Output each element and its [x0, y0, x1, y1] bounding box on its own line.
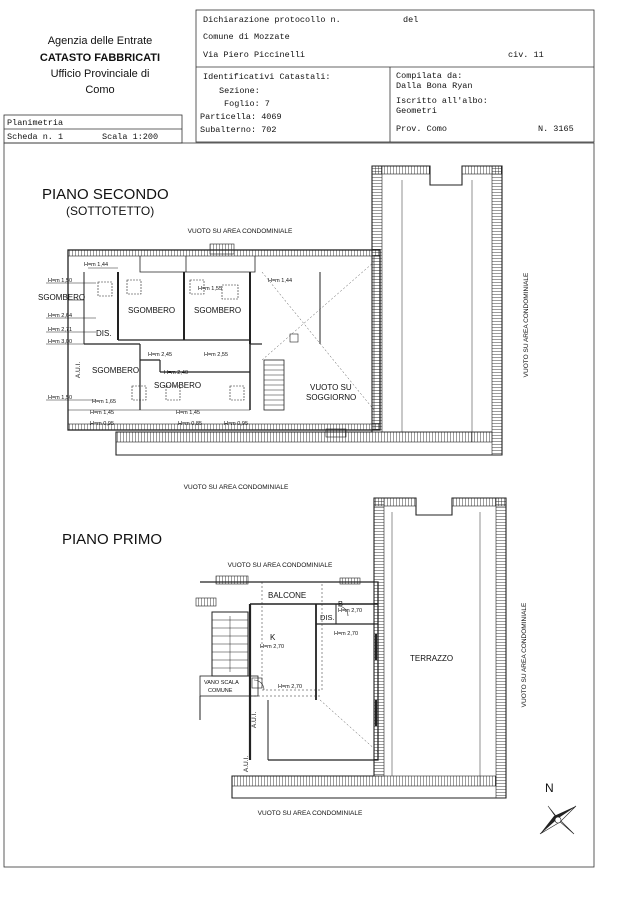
iscritto-label: Iscritto all'albo: — [396, 96, 488, 106]
ps-h095b: H=m 0,95 — [224, 421, 248, 427]
ps-h155: H=m 1,55 — [198, 286, 222, 292]
agency-line-4: Como — [85, 84, 115, 96]
ps-room-sgombero-3: SGOMBERO — [92, 366, 140, 375]
pp-floor-walls — [196, 576, 378, 760]
ps-h085: H=m 0,85 — [178, 421, 202, 427]
foglio: Foglio: 7 — [224, 99, 270, 109]
pp-vuoto-top: VUOTO SU AREA CONDOMINIALE — [227, 562, 333, 569]
ps-room-vuoto-su: VUOTO SU — [310, 383, 352, 392]
dichiarazione-label: Dichiarazione protocollo n. — [203, 15, 341, 25]
ps-room-soggiorno: SOGGIORNO — [306, 393, 357, 402]
iscritto-value: Geometri — [396, 106, 437, 116]
planimetria-title: Planimetria — [7, 118, 64, 128]
del-label: del — [403, 15, 419, 25]
ps-h144a: H=m 1,44 — [84, 262, 108, 268]
north-compass-icon — [540, 781, 576, 834]
comune: Comune di Mozzate — [203, 32, 290, 42]
piano-primo-title: PIANO PRIMO — [62, 531, 163, 548]
ps-room-dis: DIS. — [96, 329, 112, 338]
piano-secondo-subtitle: (SOTTOTETTO) — [66, 204, 155, 218]
particella: Particella: 4069 — [200, 112, 282, 122]
ps-vuoto-bottom: VUOTO SU AREA CONDOMINIALE — [183, 484, 289, 491]
agency-line-3: Ufficio Provinciale di — [50, 68, 150, 80]
ps-h165: H=m 1,65 — [92, 399, 116, 405]
pp-vano-scala-2: COMUNE — [208, 688, 233, 694]
pp-room-b: B — [338, 599, 344, 608]
piano-secondo-title: PIANO SECONDO — [42, 186, 169, 203]
ps-h150a: H=m 1,50 — [48, 278, 72, 284]
ps-room-sgombero-2: SGOMBERO — [194, 306, 242, 315]
pp-vuoto-right: VUOTO SU AREA CONDOMINIALE — [521, 602, 528, 708]
agency-line-2: CATASTO FABBRICATI — [39, 52, 161, 64]
numero-iscrizione: N. 3165 — [538, 124, 574, 134]
subalterno: Subalterno: 702 — [200, 125, 277, 135]
compilata-label: Compilata da: — [396, 71, 463, 81]
header-text — [200, 15, 574, 135]
scheda: Scheda n. 1 — [7, 132, 64, 142]
pp-aui-1: A.U.I. — [251, 711, 258, 729]
ps-room-sgombero-1: SGOMBERO — [128, 306, 176, 315]
pp-room-balcone: BALCONE — [268, 591, 307, 600]
pp-h270d: H=m 2,70 — [278, 684, 302, 690]
ps-h150b: H=m 1,50 — [48, 395, 72, 401]
ps-h144b: H=m 1,44 — [268, 278, 292, 284]
ps-h264: H=m 2,64 — [48, 313, 72, 319]
pp-aui-2: A.U.I. — [243, 755, 250, 773]
pp-room-dis: DIS. — [320, 613, 335, 622]
ps-h245: H=m 2,45 — [148, 352, 172, 358]
pp-height-labels — [260, 608, 362, 690]
compilata-name: Dalla Bona Ryan — [396, 81, 473, 91]
ps-room-sgombero-4: SGOMBERO — [154, 381, 202, 390]
ps-vuoto-top: VUOTO SU AREA CONDOMINIALE — [187, 228, 293, 235]
provincia: Prov. Como — [396, 124, 448, 134]
pp-room-labels — [204, 591, 453, 694]
identificativi-label: Identificativi Catastali: — [203, 72, 331, 82]
pp-h270b: H=m 2,70 — [260, 644, 284, 650]
ps-h145b: H=m 1,45 — [176, 410, 200, 416]
pp-h270a: H=m 2,70 — [338, 608, 362, 614]
ps-h300: H=m 3,00 — [48, 339, 72, 345]
pp-room-terrazzo: TERRAZZO — [410, 654, 454, 663]
agency-block — [40, 35, 160, 96]
ps-h255: H=m 2,55 — [204, 352, 228, 358]
ps-h095a: H=m 0,95 — [90, 421, 114, 427]
pp-vuoto-bottom: VUOTO SU AREA CONDOMINIALE — [257, 810, 363, 817]
civico: civ. 11 — [508, 50, 544, 60]
ps-vuoto-right: VUOTO SU AREA CONDOMINIALE — [523, 272, 530, 378]
scala: Scala 1:200 — [102, 132, 159, 142]
ps-room-sgombero-left: SGOMBERO — [38, 293, 86, 302]
sezione: Sezione: — [219, 86, 260, 96]
ps-h271: H=m 2,71 — [48, 327, 72, 333]
pp-room-k: K — [270, 633, 276, 642]
ps-h240: H=m 2,40 — [164, 370, 188, 376]
ps-room-labels — [38, 293, 356, 402]
north-label: N — [545, 781, 554, 795]
ps-h145a: H=m 1,45 — [90, 410, 114, 416]
via: Via Piero Piccinelli — [203, 50, 306, 60]
ps-aui: A.U.I. — [75, 361, 82, 379]
agency-line-1: Agenzia delle Entrate — [47, 35, 153, 47]
ps-floor-walls — [46, 244, 380, 437]
pp-vano-scala-1: VANO SCALA — [204, 680, 239, 686]
pp-h270c: H=m 2,70 — [334, 631, 358, 637]
